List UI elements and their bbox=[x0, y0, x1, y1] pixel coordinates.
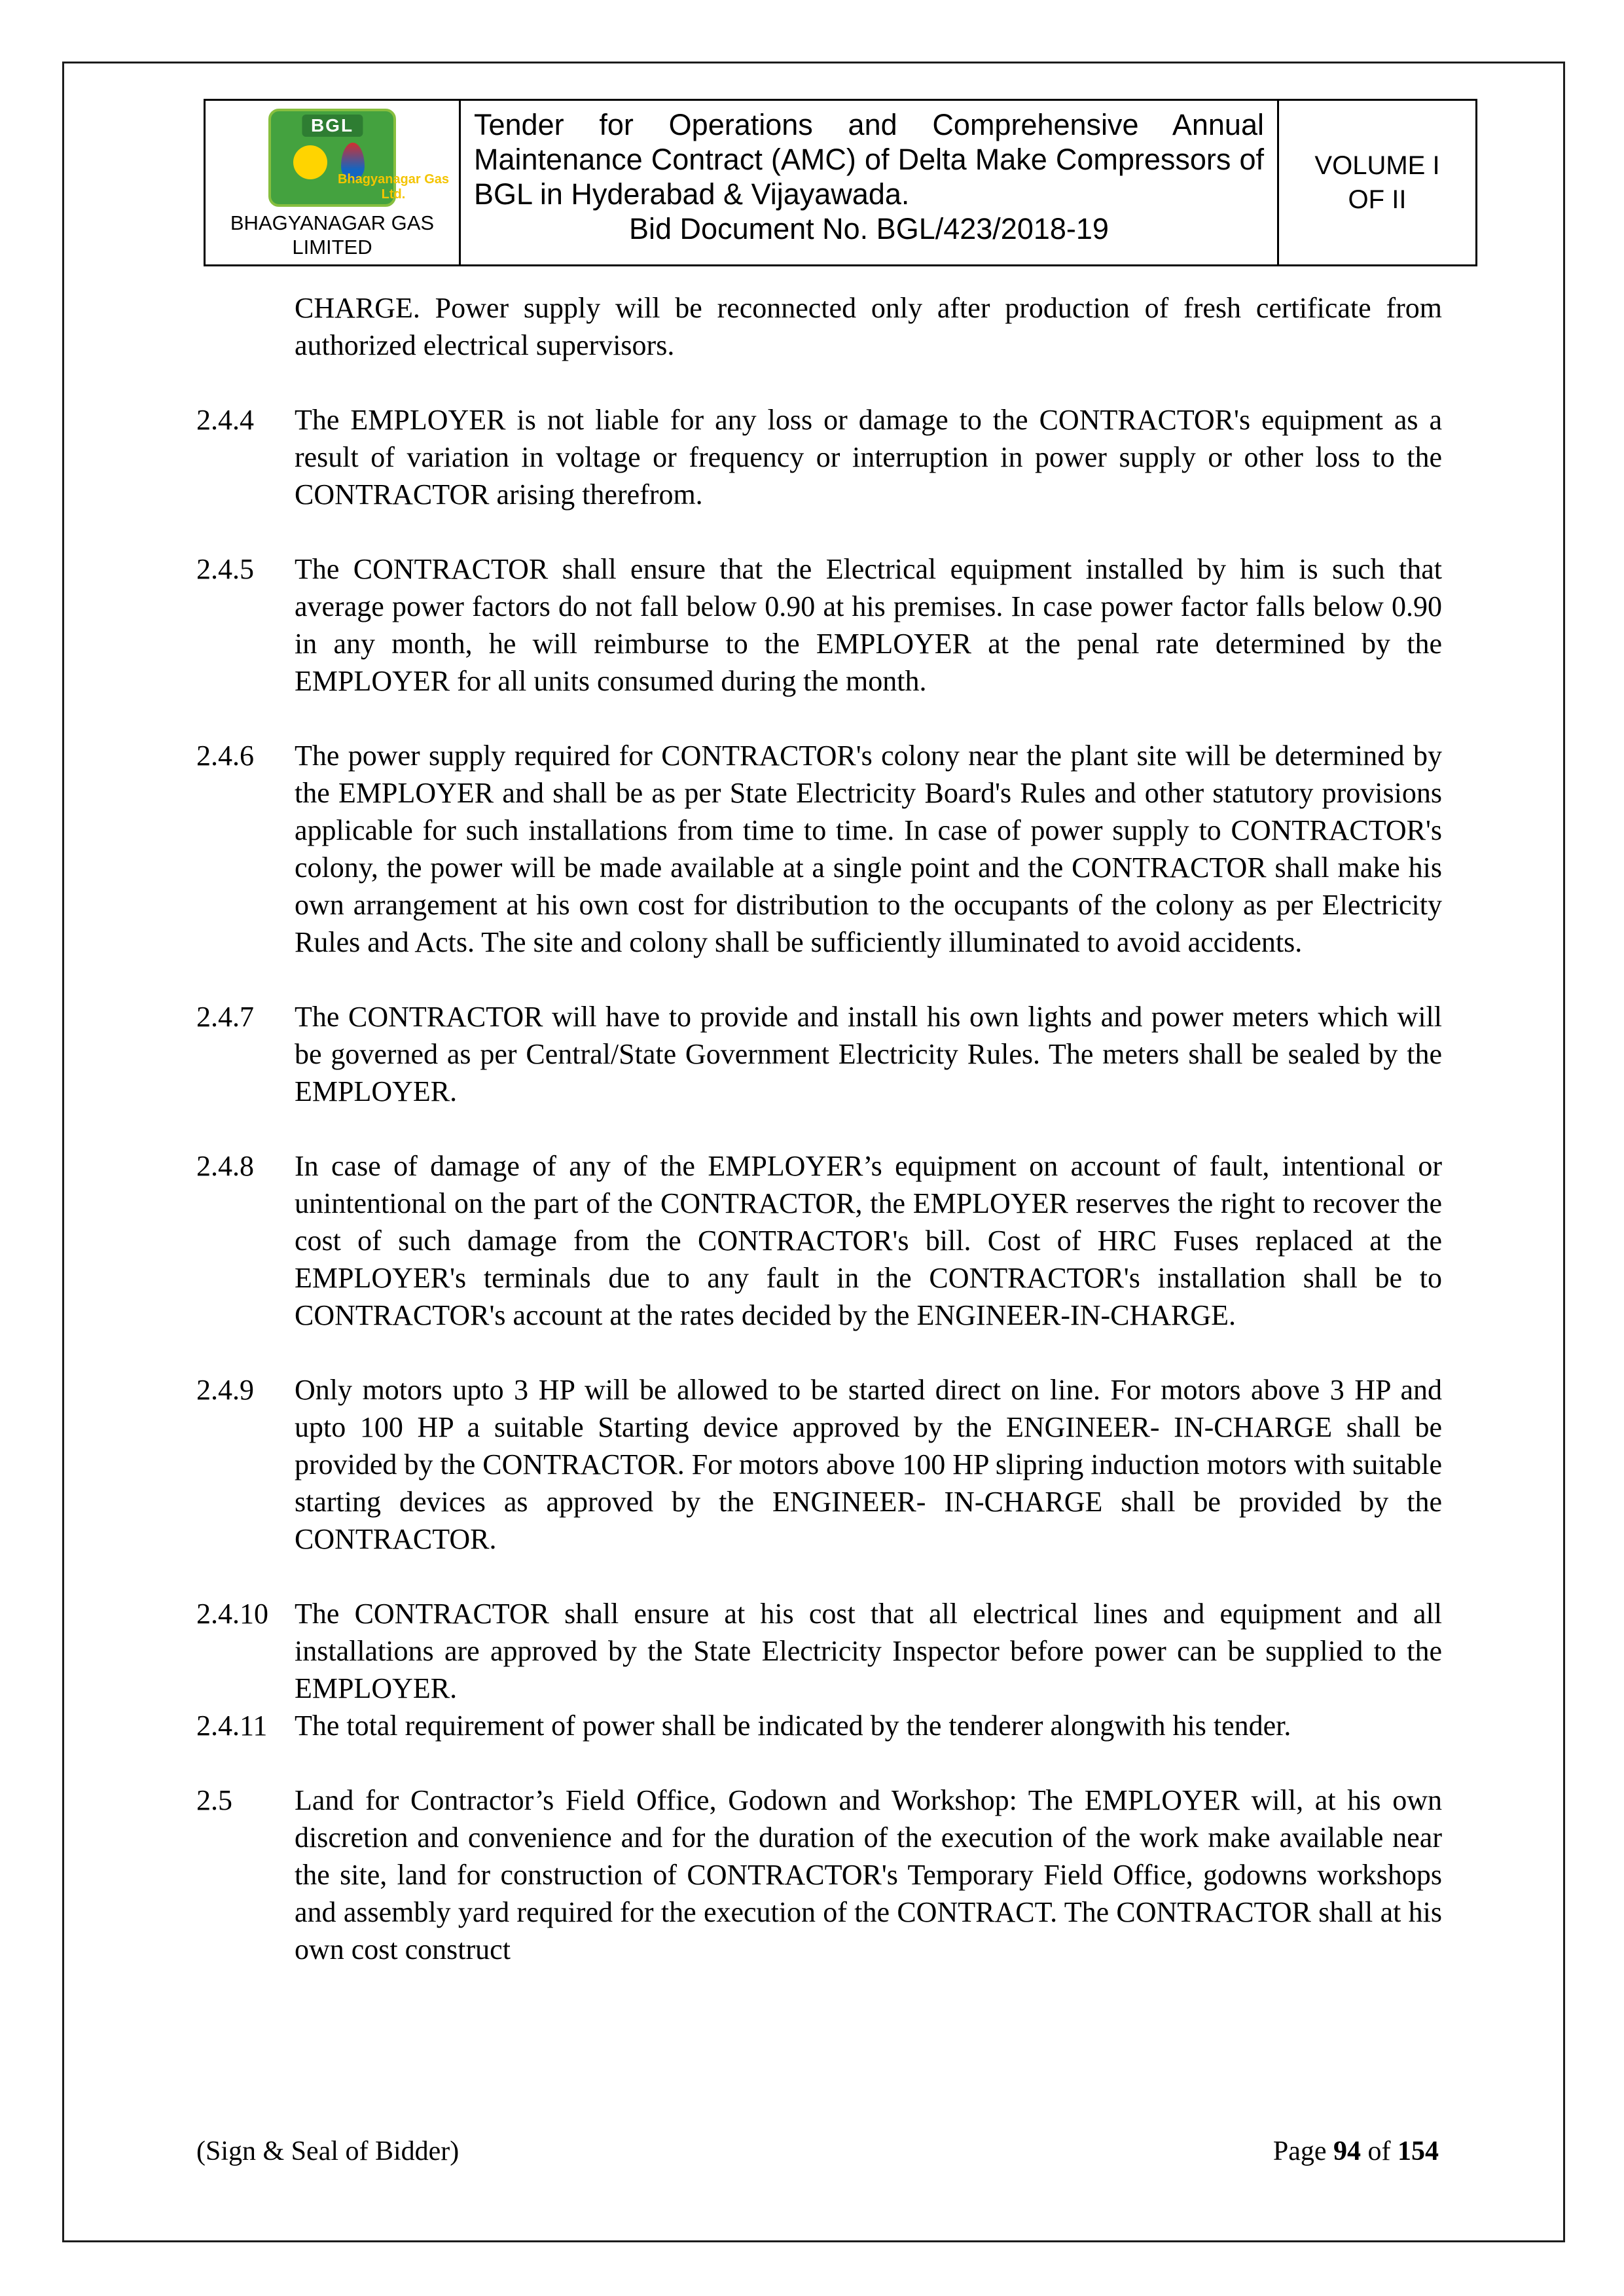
clause-2-4-10 bbox=[196, 1595, 1442, 1707]
total-pages: 154 bbox=[1398, 2136, 1439, 2166]
continuation-paragraph: CHARGE. Power supply will be reconnected only after production of fresh certificate from authorized electrical supervisors. bbox=[295, 292, 1442, 361]
logo-caption: Bhagyanagar Gas Ltd. bbox=[337, 172, 450, 202]
clause-number: 2.4.11 bbox=[196, 1710, 268, 1742]
document-header bbox=[204, 99, 1477, 266]
clause-number: 2.5 bbox=[196, 1784, 232, 1816]
sign-seal-label: (Sign & Seal of Bidder) bbox=[196, 2136, 460, 2166]
clause-text: The total requirement of power shall be indicated by the tenderer alongwith his tender. bbox=[295, 1710, 1291, 1742]
clause-text: The CONTRACTOR will have to provide and install his own lights and power meters which will be governed as per Central/State Government Electricity Rules. The meters shall be sealed by the EMPLOYER. bbox=[295, 1001, 1442, 1107]
clause-text: The power supply required for CONTRACTOR's colony near the plant site will be determined by the EMPLOYER and shall be as per State Electricity Board's Rules and other statutory provisions applicable for such installations from time to time. In case of power supply to CONTRACTOR's colony, the power will be made available at a single point and the CONTRACTOR shall make his own arrangement at his own cost for distribution to the occupants of the colony as per Electricity Rules and Acts. The site and colony shall be sufficiently illuminated to avoid accidents. bbox=[295, 740, 1442, 958]
of-word: of bbox=[1367, 2136, 1391, 2166]
page-border bbox=[62, 62, 1565, 2242]
company-name: BHAGYANAGAR GAS LIMITED bbox=[230, 211, 435, 259]
clause-number: 2.4.9 bbox=[196, 1374, 254, 1406]
volume-line1: VOLUME I bbox=[1314, 151, 1440, 181]
clause-2-4-7 bbox=[196, 998, 1442, 1110]
clause-2-4-9 bbox=[196, 1371, 1442, 1558]
company-logo bbox=[268, 109, 450, 207]
clause-text: Land for Contractor’s Field Office, Godown and Workshop: The EMPLOYER will, at his own discretion and convenience and for the duration of the execution of the work make available near the site, land for construction of CONTRACTOR's Temporary Field Office, godowns workshops and assembly yard required for the execution of the CONTRACT. The CONTRACTOR shall at his own cost construct bbox=[295, 1784, 1442, 1965]
page-indicator bbox=[1273, 2136, 1439, 2167]
clause-number: 2.4.5 bbox=[196, 553, 254, 585]
clause-text: In case of damage of any of the EMPLOYER’s equipment on account of fault, intentional or unintentional on the part of the CONTRACTOR, the EMPLOYER reserves the right to recover the cost of such damage from the CONTRACTOR's bill. Cost of HRC Fuses replaced at the EMPLOYER's terminals due to any fault in the CONTRACTOR's installation shall be to CONTRACTOR's account at the rates decided by the ENGINEER-IN-CHARGE. bbox=[295, 1150, 1442, 1331]
volume-cell bbox=[1279, 101, 1475, 264]
logo-cell bbox=[206, 101, 461, 264]
clause-text: The EMPLOYER is not liable for any loss or damage to the CONTRACTOR's equipment as a result of variation in voltage or frequency or interruption in power supply or other loss to the CONTRACTOR arising therefrom. bbox=[295, 404, 1442, 511]
clause-number: 2.4.7 bbox=[196, 1001, 254, 1033]
clause-number: 2.4.8 bbox=[196, 1150, 254, 1182]
page-number: 94 bbox=[1333, 2136, 1361, 2166]
clause-2-4-4 bbox=[196, 401, 1442, 513]
sun-icon bbox=[293, 145, 327, 179]
bid-document-number: Bid Document No. BGL/423/2018-19 bbox=[629, 212, 1109, 246]
clause-number: 2.4.6 bbox=[196, 740, 254, 772]
logo-acronym: BGL bbox=[302, 115, 363, 137]
volume-line2: OF II bbox=[1348, 185, 1407, 215]
clause-text: Only motors upto 3 HP will be allowed to be started direct on line. For motors above 3 HP and upto 100 HP a suitable Starting device approved by the ENGINEER- IN-CHARGE shall be provided by the CONTRACTOR. For motors above 100 HP slipring induction motors with suitable starting devices as approved by the ENGINEER- IN-CHARGE shall be provided by the CONTRACTOR. bbox=[295, 1374, 1442, 1555]
page-footer bbox=[196, 2136, 1439, 2167]
clause-2-4-5 bbox=[196, 550, 1442, 700]
clause-text: The CONTRACTOR shall ensure that the Electrical equipment installed by him is such that average power factors do not fall below 0.90 at his premises. In case power factor falls below 0.90 in any month, he will reimburse to the EMPLOYER at the penal rate determined by the EMPLOYER for all units consumed during the month. bbox=[295, 553, 1442, 697]
clause-text: The CONTRACTOR shall ensure at his cost that all electrical lines and equipment and all installations are approved by the State Electricity Inspector before power can be supplied to the EMPLOYER. bbox=[295, 1598, 1442, 1704]
tender-title: Tender for Operations and Comprehensive Annual Maintenance Contract (AMC) of Delta Make Compressors of BGL in Hyderabad & Vijayawada. bbox=[474, 108, 1264, 211]
document-body bbox=[196, 289, 1442, 1968]
clause-2-5 bbox=[196, 1782, 1442, 1968]
clause-number: 2.4.10 bbox=[196, 1598, 268, 1630]
clause-2-4-11 bbox=[196, 1707, 1442, 1744]
page-word: Page bbox=[1272, 2136, 1327, 2166]
clause-2-4-8 bbox=[196, 1147, 1442, 1334]
clause-2-4-6 bbox=[196, 737, 1442, 961]
clause-number: 2.4.4 bbox=[196, 404, 254, 436]
title-cell bbox=[461, 101, 1279, 264]
